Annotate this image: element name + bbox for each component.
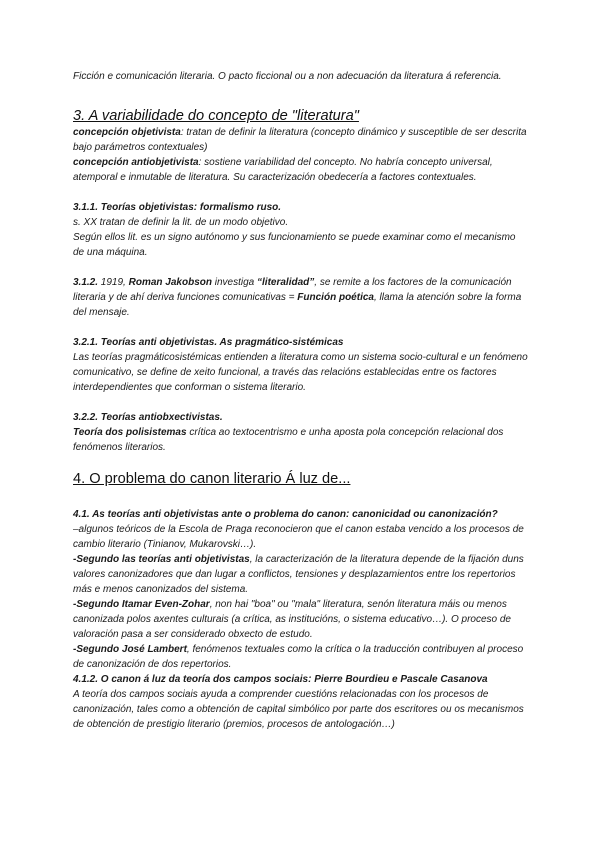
subsection-41-paragraph-2 [73, 552, 528, 597]
subsection-41-paragraph-4 [73, 642, 528, 672]
subsection-312-term: “literalidad” [257, 277, 315, 288]
subsection-312-mid: investiga [211, 277, 258, 288]
subsection-312-author: Roman Jakobson [128, 277, 212, 288]
definition-objectivist [73, 125, 528, 155]
subsection-322-term: Teoría dos polisistemas [73, 427, 187, 438]
subsection-312-number: 3.1.2. [73, 277, 99, 288]
definition-antiobjectivist-text: : sostiene variabilidad del concepto. No habría concepto universal, atemporal e inmutable de literatura. Su caracterización obedecería a factores contextuales. [73, 157, 493, 183]
subsection-322-text: crítica ao textocentrismo e unha aposta pola concepción relacional dos fenómenos literarios. [73, 427, 504, 453]
subsection-41-paragraph-3-text: , non hai "boa" ou "mala" literatura, senón literatura máis ou menos canonizada polos axentes culturais (a crítica, as institucións, o sistema educativo…). O proceso de valoración pasa a ser considerado obxecto de estudo. [73, 599, 511, 640]
subsection-311-line2: Según ellos lit. es un signo autónomo y sus funcionamiento se puede examinar como el mecanismo de una máquina. [73, 232, 516, 258]
subsection-41-paragraph-1: –algunos teóricos de la Escola de Praga reconocieron que el canon estaba vencido a los procesos de cambio literario (Tinianov, Mukarovski…). [73, 524, 524, 550]
subsection-312-text: , se remite a los factores de la comunicación literaria y de ahí deriva funciones comunicativas = [73, 277, 512, 303]
definition-antiobjectivist [73, 155, 528, 185]
subsection-41-paragraph-3-term: -Segundo Itamar Even-Zohar [73, 599, 210, 610]
intro-paragraph: Ficción e comunicación literaria. O pacto ficcional ou a non adecuación da literatura á referencia. [73, 71, 502, 82]
subsection-312-function: Función poética [297, 292, 374, 303]
section-3-heading: 3. A variabilidade do concepto de "literatura" [73, 108, 359, 124]
subsection-322-title: 3.2.2. Teorías antiobxectivistas. [73, 412, 223, 423]
subsection-41-title: 4.1. As teorías anti objetivistas ante o problema do canon: canonicidad ou canonización? [73, 509, 498, 520]
subsection-312-end: , llama la atención sobre la forma del mensaje. [73, 292, 522, 318]
subsection-412-title: 4.1.2. O canon á luz da teoría dos campos sociais: Pierre Bourdieu e Pascale Casanova [73, 674, 488, 685]
subsection-41-paragraph-2-text: , la caracterización de la literatura depende de la fijación duns valores canonizadores que dan lugar a conflictos, tensiones y desplazamientos entre los repertorios más e menos canonizados del sistema. [73, 554, 524, 595]
subsection-311-line1: s. XX tratan de definir la lit. de un modo objetivo. [73, 217, 289, 228]
subsection-41-paragraph-4-term: -Segundo José Lambert [73, 644, 187, 655]
definition-objectivist-term: concepción objetivista [73, 127, 181, 138]
subsection-41-paragraph-2-term: -Segundo las teorías anti objetivistas [73, 554, 250, 565]
subsection-322-paragraph [73, 425, 528, 455]
subsection-321-text: Las teorías pragmáticosistémicas entienden a literatura como un sistema socio-cultural e un fenómeno comunicativo, se define de xeito funcional, a través das relacións establecidas entre os factores interdependientes que conforman o sistema literario. [73, 352, 528, 393]
document-content [73, 69, 528, 732]
definition-antiobjectivist-term: concepción antiobjetivista [73, 157, 199, 168]
subsection-41-paragraph-4-text: , fenómenos textuales como la crítica o la traducción contribuyen al proceso de canonización de dos repertorios. [73, 644, 524, 670]
subsection-311-title: 3.1.1. Teorías objetivistas: formalismo ruso. [73, 202, 282, 213]
subsection-41-paragraph-3 [73, 597, 528, 642]
subsection-412-text: A teoría dos campos sociais ayuda a comprender cuestións relacionadas con los procesos de canonización, tales como a obtención de capital simbólico por parte dos escritores ou os mecanismos de obtención de prestigio literario (premios, procesos de antologación…) [73, 689, 524, 730]
subsection-321-title: 3.2.1. Teorías anti objetivistas. As pragmático-sistémicas [73, 337, 344, 348]
subsection-312-paragraph [73, 275, 528, 320]
subsection-312-year: 1919, [98, 277, 129, 288]
section-4-heading: 4. O problema do canon literario Á luz de... [73, 471, 351, 487]
definition-objectivist-text: : tratan de definir la literatura (concepto dinámico y susceptible de ser descrita bajo parámetros contextuales) [73, 127, 527, 153]
